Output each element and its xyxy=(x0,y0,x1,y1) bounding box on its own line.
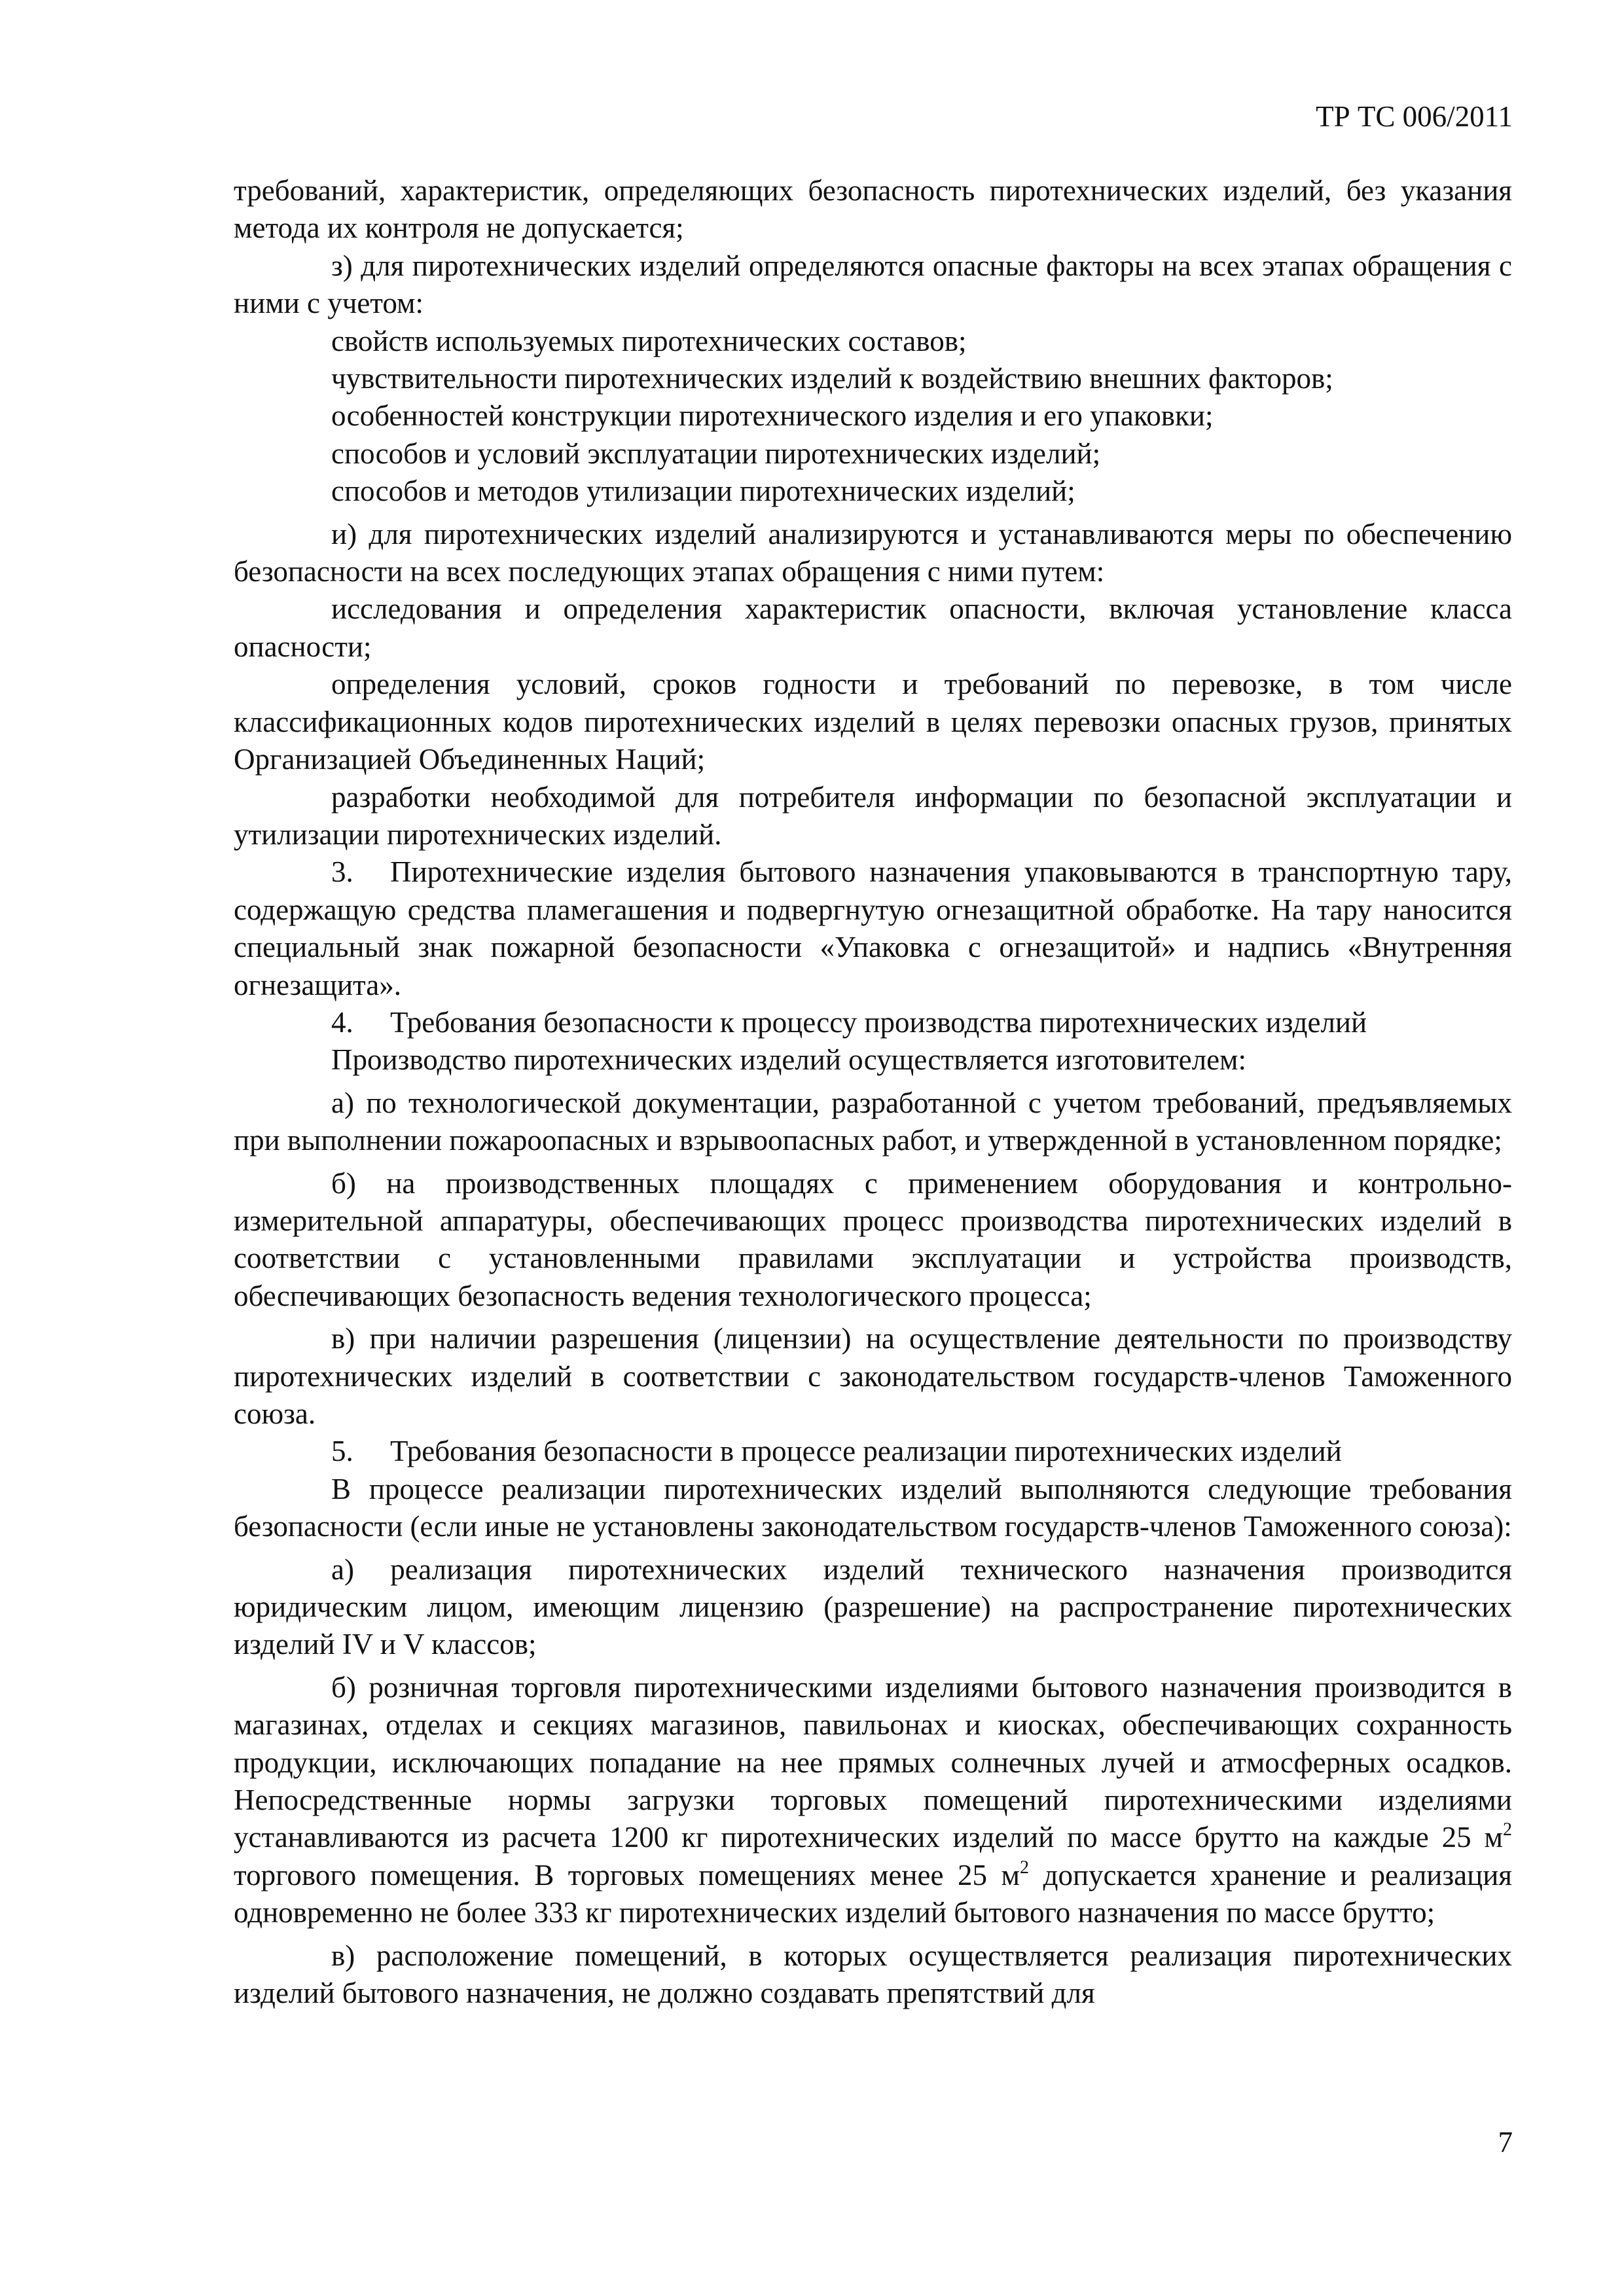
numbered-paragraph-3 xyxy=(234,853,1512,1004)
list-item: свойств используемых пиротехнических составов; xyxy=(331,324,967,357)
superscript: 2 xyxy=(1503,1820,1512,1840)
list-item: способов и методов утилизации пиротехнических изделий; xyxy=(331,475,1075,508)
page-number: 7 xyxy=(1498,2126,1513,2159)
paragraph-number: 3. xyxy=(331,855,353,889)
paragraph: В процессе реализации пиротехнических изделий выполняются следующие требования безопасности (если иные не установлены законодательством государств-членов Таможенного союза): xyxy=(234,1472,1512,1543)
list-item: в) расположение помещений, в которых осуществляется реализация пиротехнических изделий бытового назначения, не должно создавать препятствий для xyxy=(234,1939,1512,2010)
list-item: а) реализация пиротехнических изделий технического назначения производится юридическим лицом, имеющим лицензию (разрешение) на распространение пиротехнических изделий IV и V классов; xyxy=(234,1552,1512,1661)
list-item xyxy=(234,1669,1512,1932)
list-item: разработки необходимой для потребителя информации по безопасной эксплуатации и утилизации пиротехнических изделий. xyxy=(234,780,1512,851)
paragraph: з) для пиротехнических изделий определяются опасные факторы на всех этапах обращения с ними с учетом: xyxy=(234,249,1512,320)
paragraph: и) для пиротехнических изделий анализируются и устанавливаются меры по обеспечению безопасности на всех последующих этапах обращения с ними путем: xyxy=(234,517,1512,588)
list-item: б) на производственных площадях с применением оборудования и контрольно-измерительной аппаратуры, обеспечивающих процесс производства пиротехнических изделий в соответствии с установленными правилами эксплуатации и устройства производств, обеспечивающих безопасность ведения технологического процесса; xyxy=(234,1166,1512,1312)
list-item: способов и условий эксплуатации пиротехнических изделий; xyxy=(331,437,1101,470)
superscript: 2 xyxy=(1020,1857,1030,1878)
list-item: чувствительности пиротехнических изделий к воздействию внешних факторов; xyxy=(331,362,1333,395)
paragraph-text: допускается хранение и реализация одновременно не более 333 кг пиротехнических изделий бытового назначения по массе брутто; xyxy=(234,1858,1512,1929)
paragraph-number: 4. xyxy=(331,1005,353,1039)
list-item: в) при наличии разрешения (лицензии) на осуществление деятельности по производству пиротехнических изделий в соответствии с законодательством государств-членов Таможенного союза. xyxy=(234,1322,1512,1430)
list-item: определения условий, сроков годности и требований по перевозке, в том числе классификационных кодов пиротехнических изделий в целях перевозки опасных грузов, принятых Организацией Объединенных Наций; xyxy=(234,668,1512,776)
paragraph-text: б) розничная торговля пиротехническими изделиями бытового назначения производится в магазинах, отделах и секциях магазинов, павильонах и киосках, обеспечивающих сохранность продукции, исключающих попадание на нее прямых солнечных лучей и атмосферных осадков. Непосредственные нормы загрузки торговых помещений пиротехническими изделиями устанавливаются из расчета 1200 кг пиротехнических изделий по массе брутто на каждые 25 м xyxy=(234,1670,1512,1854)
paragraph-text: Пиротехнические изделия бытового назначения упаковываются в транспортную тару, содержащую средства пламегашения и подвергнутую огнезащитной обработке. На тару наносится специальный знак пожарной безопасности «Упаковка с огнезащитой» и надпись «Внутренняя огнезащита». xyxy=(234,855,1512,1001)
paragraph-text: Требования безопасности к процессу производства пиротехнических изделий xyxy=(390,1005,1367,1039)
paragraph: Производство пиротехнических изделий осуществляется изготовителем: xyxy=(331,1043,1247,1077)
section-heading-4 xyxy=(234,1004,1512,1041)
list-item: а) по технологической документации, разработанной с учетом требований, предъявляемых при выполнении пожароопасных и взрывоопасных работ, и утвержденной в установленном порядке; xyxy=(234,1086,1512,1157)
paragraph-text: Требования безопасности в процессе реализации пиротехнических изделий xyxy=(390,1435,1342,1468)
document-code: ТР ТС 006/2011 xyxy=(1316,100,1513,133)
section-heading-5 xyxy=(234,1433,1512,1470)
paragraph: требований, характеристик, определяющих безопасность пиротехнических изделий, без указания метода их контроля не допускается; xyxy=(234,174,1512,245)
document-body xyxy=(234,172,1512,2013)
paragraph-text: торгового помещения. В торговых помещениях менее 25 м xyxy=(234,1858,1020,1892)
list-item: исследования и определения характеристик опасности, включая установление класса опасности; xyxy=(234,592,1512,663)
list-item: особенностей конструкции пиротехнического изделия и его упаковки; xyxy=(331,399,1214,433)
paragraph-number: 5. xyxy=(331,1435,353,1468)
